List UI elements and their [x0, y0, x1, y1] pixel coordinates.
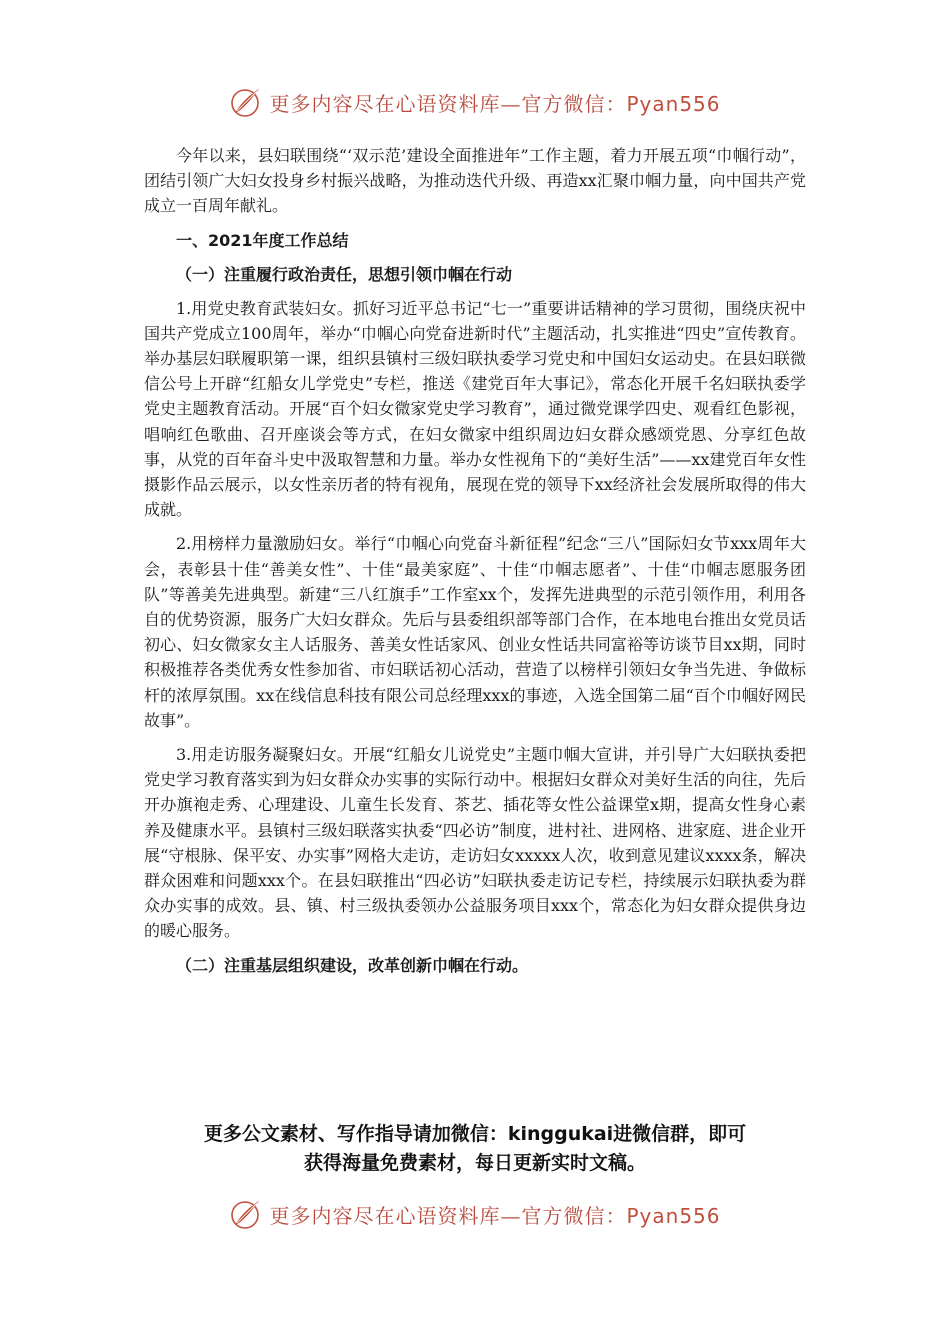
- feather-logo-icon: [229, 1197, 263, 1231]
- feather-logo-icon: [229, 85, 263, 119]
- item-2-paragraph: 2.用榜样力量激励妇女。举行“巾帼心向党奋斗新征程”纪念“三八”国际妇女节xxx周年大会，表彰县十佳“善美女性”、十佳“最美家庭”、十佳“巾帼志愿者”、十佳“巾帼志愿服务团队”等善美先进典型。新建“三八红旗手”工作室xx个，发挥先进典型的示范引领作用，利用各自的优势资源，服务广大妇女群众。先后与县委组织部等部门合作，在本地电台推出女党员话初心、妇女微家女主人话服务、善美女性话家风、创业女性话共同富裕等访谈节目xx期，同时积极推荐各类优秀女性参加省、市妇联话初心活动，营造了以榜样引领妇女争当先进、争做标杆的浓厚氛围。xx在线信息科技有限公司总经理xxx的事迹，入选全国第二届“百个巾帼好网民故事”。: [144, 534, 806, 730]
- banner-text: [269, 1200, 720, 1229]
- banner-wechat-id: Pyan556: [626, 91, 721, 116]
- banner-label: 更多内容尽在心语资料库—官方微信：: [269, 91, 627, 116]
- document-body: [144, 143, 806, 987]
- header-watermark-banner: [0, 82, 950, 122]
- banner-text: [269, 88, 720, 117]
- intro-paragraph: 今年以来，县妇联围绕“‘双示范’建设全面推进年”工作主题，着力开展五项“巾帼行动”，团结引领广大妇女投身乡村振兴战略，为推动迭代升级、再造xx汇聚巾帼力量，向中国共产党成立一百周年献礼。: [144, 146, 806, 216]
- banner-wechat-id: Pyan556: [626, 1203, 721, 1228]
- subsection-1-heading: （一）注重履行政治责任，思想引领巾帼在行动: [176, 264, 513, 284]
- section-1-heading: 一、2021年度工作总结: [176, 230, 349, 250]
- subsection-2-heading: （二）注重基层组织建设，改革创新巾帼在行动。: [176, 955, 529, 975]
- item-1-paragraph: 1.用党史教育武装妇女。抓好习近平总书记“七一”重要讲话精神的学习贯彻，围绕庆祝中国共产党成立100周年，举办“巾帼心向党奋进新时代”主题活动，扎实推进“四史”宣传教育。举办基层妇联履职第一课，组织县镇村三级妇联执委学习党史和中国妇女运动史。在县妇联微信公号上开辟“红船女儿学党史”专栏，推送《建党百年大事记》，常态化开展千名妇联执委学党史主题教育活动。开展“百个妇女微家党史学习教育”，通过微党课学四史、观看红色影视，唱响红色歌曲、召开座谈会等方式，在妇女微家中组织周边妇女群众感颂党恩、分享红色故事，从党的百年奋斗史中汲取智慧和力量。举办女性视角下的“美好生活”——xx建党百年女性摄影作品云展示，以女性亲历者的特有视角，展现在党的领导下xx经济社会发展所取得的伟大成就。: [144, 298, 806, 520]
- banner-label: 更多内容尽在心语资料库—官方微信：: [269, 1203, 627, 1228]
- footer-watermark-banner: [0, 1194, 950, 1234]
- item-3-paragraph: 3.用走访服务凝聚妇女。开展“红船女儿说党史”主题巾帼大宣讲，并引导广大妇联执委把党史学习教育落实到为妇女群众办实事的实际行动中。根据妇女群众对美好生活的向往，先后开办旗袍走秀、心理建设、儿童生长发育、茶艺、插花等女性公益课堂x期，提高女性身心素养及健康水平。县镇村三级妇联落实执委“四必访”制度，进村社、进网格、进家庭、进企业开展“守根脉、保平安、办实事”网格大走访，走访妇女xxxxx人次，收到意见建议xxxx条，解决群众困难和问题xxx个。在县妇联推出“四必访”妇联执委走访记专栏，持续展示妇联执委为群众办实事的成效。县、镇、村三级执委领办公益服务项目xxx个，常态化为妇女群众提供身边的暖心服务。: [144, 745, 806, 941]
- promo-line-2: 获得海量免费素材，每日更新实时文稿。: [303, 1152, 646, 1174]
- promo-notice: [140, 1120, 810, 1178]
- promo-line-1: 更多公文素材、写作指导请加微信：kinggukai进微信群，即可: [203, 1123, 747, 1145]
